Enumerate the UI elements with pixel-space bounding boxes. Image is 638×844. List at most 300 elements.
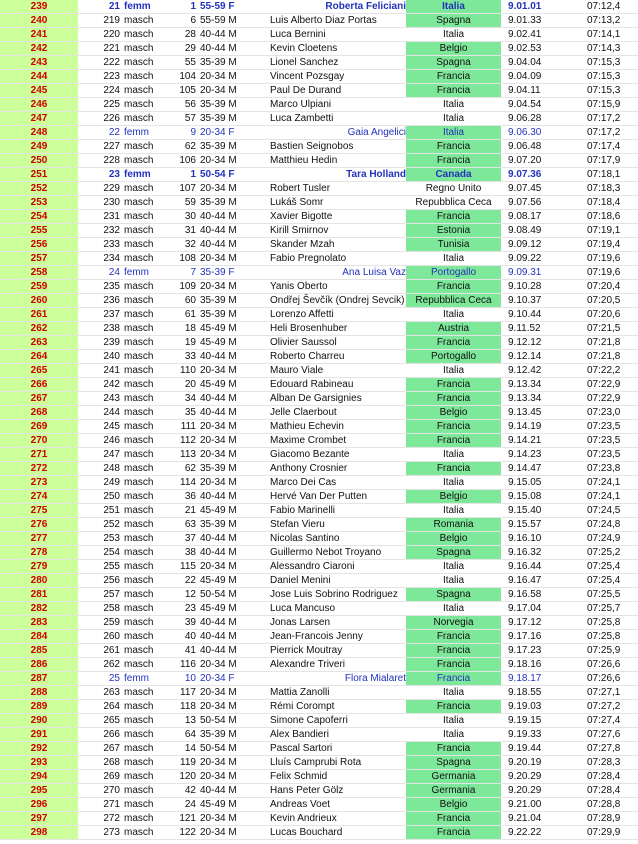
pace: 07:27,8 — [587, 743, 621, 754]
category-position: 32 — [184, 239, 196, 250]
table-row — [0, 784, 638, 798]
nation: Francia — [406, 84, 501, 97]
table-row — [0, 532, 638, 546]
finish-time: 9.20.29 — [508, 771, 542, 782]
gender: masch — [124, 449, 154, 460]
category: 45-49 M — [200, 603, 237, 614]
gender: masch — [124, 785, 154, 796]
overall-position: 257 — [0, 252, 78, 265]
overall-position: 295 — [0, 784, 78, 797]
gender-position: 257 — [103, 589, 120, 600]
gender: masch — [124, 211, 154, 222]
finish-time: 9.12.12 — [508, 337, 542, 348]
gender: masch — [124, 421, 154, 432]
gender: masch — [124, 239, 154, 250]
table-row — [0, 154, 638, 168]
category-position: 113 — [180, 449, 196, 460]
gender-position: 225 — [103, 99, 120, 110]
category-position: 6 — [190, 15, 196, 26]
category: 40-44 M — [200, 407, 237, 418]
category: 20-34 F — [200, 127, 235, 138]
gender-position: 260 — [103, 631, 120, 642]
table-row — [0, 84, 638, 98]
category-position: 110 — [180, 365, 196, 376]
gender-position: 268 — [103, 757, 120, 768]
table-row — [0, 364, 638, 378]
athlete-name: Luca Zambetti — [270, 113, 334, 124]
gender-position: 266 — [103, 729, 120, 740]
overall-position: 249 — [0, 140, 78, 153]
category-position: 105 — [179, 85, 196, 96]
nation: Francia — [406, 420, 501, 433]
category-position: 63 — [184, 519, 196, 530]
gender: femm — [124, 673, 149, 684]
category-position: 19 — [184, 337, 196, 348]
overall-position: 250 — [0, 154, 78, 167]
gender-position: 224 — [103, 85, 120, 96]
nation: Canada — [406, 168, 501, 181]
athlete-name: Luca Mancuso — [270, 603, 336, 614]
gender: masch — [124, 183, 154, 194]
overall-position: 241 — [0, 28, 78, 41]
finish-time: 9.19.44 — [508, 743, 542, 754]
pace: 07:28,9 — [587, 813, 621, 824]
gender: masch — [124, 15, 154, 26]
overall-position: 265 — [0, 364, 78, 377]
table-row — [0, 504, 638, 518]
overall-position: 291 — [0, 728, 78, 741]
gender-position: 25 — [108, 673, 120, 684]
nation: Italia — [442, 603, 465, 614]
finish-time: 9.20.29 — [508, 785, 542, 796]
table-row — [0, 448, 638, 462]
category-position: 34 — [184, 393, 196, 404]
nation: Repubblica Ceca — [415, 197, 492, 208]
gender-position: 252 — [103, 519, 120, 530]
pace: 07:19,6 — [587, 253, 621, 264]
category: 55-59 M — [200, 15, 237, 26]
overall-position: 248 — [0, 126, 78, 139]
gender: masch — [124, 225, 154, 236]
category: 20-34 M — [200, 281, 237, 292]
category: 20-34 M — [200, 155, 237, 166]
pace: 07:26,6 — [587, 673, 621, 684]
gender: masch — [124, 309, 154, 320]
table-row — [0, 434, 638, 448]
category: 20-34 M — [200, 477, 237, 488]
athlete-name: Daniel Menini — [270, 575, 331, 586]
gender-position: 24 — [108, 267, 120, 278]
nation: Francia — [406, 700, 501, 713]
athlete-name: Marco Ulpiani — [270, 99, 332, 110]
category-position: 60 — [184, 295, 196, 306]
overall-position: 271 — [0, 448, 78, 461]
gender: masch — [124, 463, 154, 474]
athlete-name: Mattia Zanolli — [270, 687, 330, 698]
nation: Francia — [406, 826, 501, 839]
table-row — [0, 714, 638, 728]
category-position: 24 — [184, 799, 196, 810]
category: 40-44 M — [200, 393, 237, 404]
gender: femm — [124, 1, 151, 12]
athlete-name: Ana Luisa Vaz — [342, 267, 406, 278]
category: 35-39 M — [200, 295, 237, 306]
category-position: 116 — [180, 659, 196, 670]
athlete-name: Roberto Charreu — [270, 351, 345, 362]
athlete-name: Lorenzo Affetti — [270, 309, 334, 320]
athlete-name: Robert Tusler — [270, 183, 331, 194]
category-position: 29 — [184, 43, 196, 54]
table-row — [0, 0, 638, 14]
overall-position: 267 — [0, 392, 78, 405]
table-row — [0, 476, 638, 490]
athlete-name: Olivier Saussol — [270, 337, 337, 348]
category: 45-49 M — [200, 505, 237, 516]
finish-time: 9.18.17 — [508, 673, 542, 684]
category: 40-44 M — [200, 225, 237, 236]
gender: masch — [124, 505, 154, 516]
category-position: 1 — [190, 1, 196, 12]
table-row — [0, 574, 638, 588]
category: 35-39 M — [200, 519, 237, 530]
table-row — [0, 308, 638, 322]
category-position: 115 — [180, 561, 196, 572]
category-position: 112 — [180, 435, 196, 446]
category: 20-34 M — [200, 435, 237, 446]
pace: 07:25,9 — [587, 645, 621, 656]
category: 40-44 M — [200, 617, 237, 628]
athlete-name: Xavier Bigotte — [270, 211, 333, 222]
athlete-name: Alexandre Triveri — [270, 659, 346, 670]
gender: masch — [124, 729, 154, 740]
overall-position: 280 — [0, 574, 78, 587]
category-position: 109 — [179, 281, 196, 292]
nation: Francia — [406, 742, 501, 755]
category-position: 57 — [184, 113, 196, 124]
finish-time: 9.12.14 — [508, 351, 542, 362]
nation: Italia — [442, 99, 465, 110]
gender: masch — [124, 197, 154, 208]
pace: 07:20,4 — [587, 281, 621, 292]
gender-position: 243 — [103, 393, 120, 404]
nation: Portogallo — [406, 266, 501, 279]
table-row — [0, 14, 638, 28]
category-position: 37 — [184, 533, 196, 544]
athlete-name: Tara Holland — [346, 169, 406, 180]
table-row — [0, 630, 638, 644]
finish-time: 9.04.09 — [508, 71, 542, 82]
gender-position: 227 — [103, 141, 120, 152]
overall-position: 266 — [0, 378, 78, 391]
gender-position: 265 — [103, 715, 120, 726]
finish-time: 9.09.22 — [508, 253, 542, 264]
pace: 07:28,8 — [587, 799, 621, 810]
table-row — [0, 700, 638, 714]
category: 20-34 M — [200, 561, 237, 572]
gender-position: 264 — [103, 701, 120, 712]
category-position: 61 — [184, 309, 196, 320]
overall-position: 298 — [0, 826, 78, 839]
category-position: 55 — [184, 57, 196, 68]
gender: masch — [124, 519, 154, 530]
nation: Italia — [442, 715, 465, 726]
pace: 07:23,0 — [587, 407, 621, 418]
pace: 07:23,5 — [587, 421, 621, 432]
pace: 07:25,8 — [587, 617, 621, 628]
nation: Austria — [406, 322, 501, 335]
table-row — [0, 112, 638, 126]
athlete-name: Jelle Claerbout — [270, 407, 337, 418]
pace: 07:25,4 — [587, 561, 621, 572]
category-position: 41 — [184, 645, 196, 656]
overall-position: 274 — [0, 490, 78, 503]
gender: masch — [124, 575, 154, 586]
category-position: 31 — [184, 225, 196, 236]
category-position: 30 — [184, 211, 196, 222]
gender: masch — [124, 547, 154, 558]
category-position: 56 — [184, 99, 196, 110]
category: 40-44 M — [200, 43, 237, 54]
category: 50-54 M — [200, 589, 237, 600]
gender: masch — [124, 589, 154, 600]
athlete-name: Fabio Marinelli — [270, 505, 336, 516]
table-row — [0, 28, 638, 42]
category: 40-44 M — [200, 29, 237, 40]
overall-position: 279 — [0, 560, 78, 573]
gender-position: 253 — [103, 533, 120, 544]
finish-time: 9.18.55 — [508, 687, 542, 698]
finish-time: 9.14.47 — [508, 463, 542, 474]
category: 20-34 M — [200, 183, 237, 194]
nation: Belgio — [406, 42, 501, 55]
overall-position: 270 — [0, 434, 78, 447]
nation: Spagna — [406, 546, 501, 559]
pace: 07:21,8 — [587, 351, 621, 362]
athlete-name: Lukáš Somr — [270, 197, 324, 208]
table-row — [0, 588, 638, 602]
table-row — [0, 686, 638, 700]
nation: Italia — [442, 687, 465, 698]
nation: Repubblica Ceca — [406, 294, 501, 307]
gender-position: 251 — [103, 505, 120, 516]
finish-time: 9.16.47 — [508, 575, 542, 586]
pace: 07:20,6 — [587, 309, 621, 320]
category: 45-49 M — [200, 337, 237, 348]
nation: Estonia — [406, 224, 501, 237]
gender-position: 246 — [103, 435, 120, 446]
athlete-name: Hervé Van Der Putten — [270, 491, 368, 502]
category-position: 20 — [184, 379, 196, 390]
nation: Francia — [406, 140, 501, 153]
nation: Francia — [406, 154, 501, 167]
category-position: 118 — [180, 701, 196, 712]
nation: Belgio — [406, 490, 501, 503]
overall-position: 282 — [0, 602, 78, 615]
athlete-name: Flora Mialaret — [344, 673, 406, 684]
overall-position: 289 — [0, 700, 78, 713]
overall-position: 262 — [0, 322, 78, 335]
table-row — [0, 266, 638, 280]
nation: Francia — [406, 210, 501, 223]
athlete-name: Mathieu Echevin — [270, 421, 344, 432]
overall-position: 275 — [0, 504, 78, 517]
gender: masch — [124, 85, 154, 96]
category-position: 36 — [184, 491, 196, 502]
nation: Italia — [406, 0, 501, 13]
gender-position: 229 — [103, 183, 120, 194]
finish-time: 9.15.05 — [508, 477, 542, 488]
nation: Italia — [442, 505, 465, 516]
overall-position: 285 — [0, 644, 78, 657]
category: 40-44 M — [200, 547, 237, 558]
gender-position: 241 — [103, 365, 120, 376]
gender-position: 242 — [103, 379, 120, 390]
category-position: 12 — [184, 589, 196, 600]
finish-time: 9.09.31 — [508, 267, 542, 278]
gender: masch — [124, 743, 154, 754]
table-row — [0, 42, 638, 56]
athlete-name: Ondřej Ševčík (Ondrej Sevcik) — [270, 295, 405, 306]
category-position: 42 — [184, 785, 196, 796]
pace: 07:17,2 — [587, 127, 621, 138]
gender-position: 236 — [103, 295, 120, 306]
category-position: 14 — [184, 743, 196, 754]
gender-position: 249 — [103, 477, 120, 488]
nation: Germania — [406, 770, 501, 783]
category: 20-34 M — [200, 757, 237, 768]
gender: masch — [124, 57, 154, 68]
finish-time: 9.16.44 — [508, 561, 542, 572]
nation: Spagna — [406, 756, 501, 769]
category: 20-34 M — [200, 421, 237, 432]
overall-position: 297 — [0, 812, 78, 825]
overall-position: 268 — [0, 406, 78, 419]
category: 20-34 M — [200, 71, 237, 82]
category-position: 13 — [184, 715, 196, 726]
pace: 07:14,3 — [587, 43, 621, 54]
table-row — [0, 322, 638, 336]
athlete-name: Nicolas Santino — [270, 533, 340, 544]
table-row — [0, 658, 638, 672]
table-row — [0, 672, 638, 686]
finish-time: 9.01.01 — [508, 1, 542, 12]
gender-position: 250 — [103, 491, 120, 502]
category: 45-49 M — [200, 575, 237, 586]
category: 20-34 M — [200, 85, 237, 96]
nation: Francia — [406, 336, 501, 349]
gender-position: 231 — [103, 211, 120, 222]
finish-time: 9.15.57 — [508, 519, 542, 530]
category-position: 18 — [184, 323, 196, 334]
table-row — [0, 644, 638, 658]
athlete-name: Edouard Rabineau — [270, 379, 354, 390]
gender-position: 259 — [103, 617, 120, 628]
table-row — [0, 98, 638, 112]
category-position: 104 — [179, 71, 196, 82]
gender-position: 237 — [103, 309, 120, 320]
athlete-name: Marco Dei Cas — [270, 477, 337, 488]
gender-position: 222 — [103, 57, 120, 68]
table-row — [0, 70, 638, 84]
table-row — [0, 560, 638, 574]
category: 35-39 F — [200, 267, 235, 278]
nation: Italia — [442, 365, 465, 376]
table-row — [0, 798, 638, 812]
overall-position: 260 — [0, 294, 78, 307]
finish-time: 9.15.08 — [508, 491, 542, 502]
nation: Spagna — [406, 588, 501, 601]
table-row — [0, 462, 638, 476]
gender: masch — [124, 155, 154, 166]
category-position: 111 — [180, 421, 196, 432]
athlete-name: Jonas Larsen — [270, 617, 331, 628]
finish-time: 9.10.28 — [508, 281, 542, 292]
pace: 07:22,2 — [587, 365, 621, 376]
finish-time: 9.17.12 — [508, 617, 542, 628]
table-row — [0, 756, 638, 770]
gender-position: 221 — [103, 43, 120, 54]
category: 20-34 M — [200, 827, 237, 838]
table-row — [0, 826, 638, 840]
category: 20-34 M — [200, 253, 237, 264]
nation: Francia — [406, 462, 501, 475]
gender-position: 226 — [103, 113, 120, 124]
nation: Spagna — [406, 14, 501, 27]
athlete-name: Fabio Pregnolato — [270, 253, 347, 264]
overall-position: 240 — [0, 14, 78, 27]
category-position: 107 — [179, 183, 196, 194]
gender: masch — [124, 281, 154, 292]
athlete-name: Lucas Bouchard — [270, 827, 343, 838]
category-position: 108 — [179, 253, 196, 264]
overall-position: 256 — [0, 238, 78, 251]
category-position: 39 — [184, 617, 196, 628]
pace: 07:19,1 — [587, 225, 621, 236]
finish-time: 9.14.19 — [508, 421, 542, 432]
pace: 07:15,9 — [587, 99, 621, 110]
finish-time: 9.19.03 — [508, 701, 542, 712]
finish-time: 9.16.10 — [508, 533, 542, 544]
gender-position: 267 — [103, 743, 120, 754]
athlete-name: Lluís Camprubi Rota — [270, 757, 362, 768]
athlete-name: Stefan Vieru — [270, 519, 325, 530]
nation: Francia — [406, 392, 501, 405]
category: 40-44 M — [200, 533, 237, 544]
nation: Francia — [406, 70, 501, 83]
pace: 07:15,3 — [587, 85, 621, 96]
category-position: 59 — [184, 197, 196, 208]
pace: 07:24,1 — [587, 491, 621, 502]
gender-position: 23 — [108, 169, 120, 180]
table-row — [0, 602, 638, 616]
category: 20-34 M — [200, 687, 237, 698]
category-position: 9 — [190, 127, 196, 138]
gender-position: 235 — [103, 281, 120, 292]
gender-position: 255 — [103, 561, 120, 572]
finish-time: 9.08.17 — [508, 211, 542, 222]
category-position: 7 — [190, 267, 196, 278]
table-row — [0, 210, 638, 224]
nation: Italia — [442, 309, 465, 320]
table-row — [0, 392, 638, 406]
gender-position: 219 — [103, 15, 120, 26]
pace: 07:22,9 — [587, 393, 621, 404]
category: 35-39 M — [200, 197, 237, 208]
pace: 07:24,1 — [587, 477, 621, 488]
nation: Italia — [442, 449, 465, 460]
finish-time: 9.15.40 — [508, 505, 542, 516]
table-row — [0, 56, 638, 70]
